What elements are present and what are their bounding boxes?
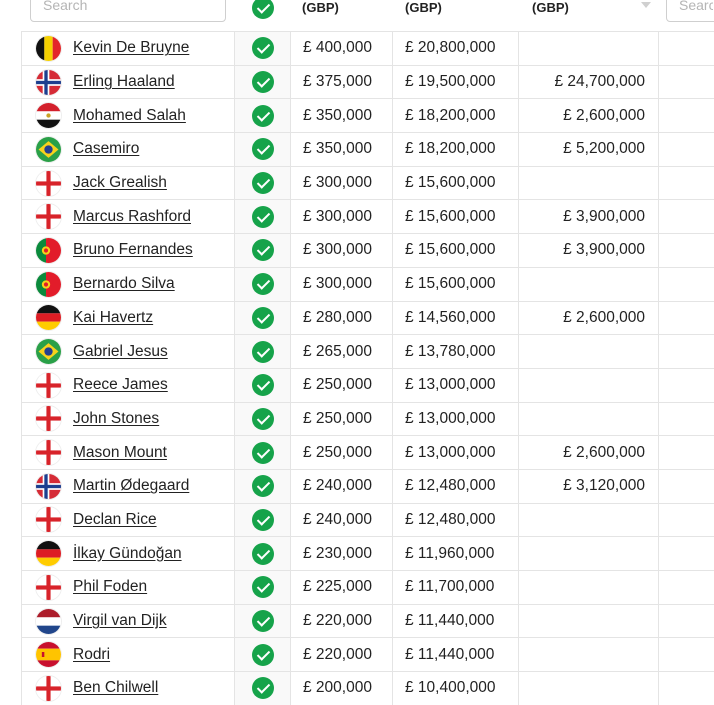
player-cell [22, 469, 235, 503]
checkmark-icon [252, 408, 274, 430]
table-row [22, 368, 714, 402]
weekly-wage-cell: £ 350,000 [291, 133, 393, 167]
player-name-link[interactable]: Kevin De Bruyne [73, 39, 189, 57]
belgium-flag-icon [36, 36, 61, 61]
bonus-cell: £ 3,120,000 [519, 469, 659, 503]
player-cell [22, 234, 235, 268]
player-name-link[interactable]: Kai Havertz [73, 309, 153, 327]
weekly-wage-cell: £ 220,000 [291, 604, 393, 638]
weekly-wage-cell: £ 375,000 [291, 65, 393, 99]
weekly-wage-cell: £ 200,000 [291, 672, 393, 705]
yearly-salary-cell: £ 15,600,000 [393, 166, 519, 200]
table-row [22, 503, 714, 537]
player-cell [22, 65, 235, 99]
table-row [22, 267, 714, 301]
yearly-salary-cell: £ 20,800,000 [393, 32, 519, 66]
egypt-flag-icon [36, 103, 61, 128]
yearly-salary-cell: £ 15,600,000 [393, 234, 519, 268]
england-flag-icon [36, 171, 61, 196]
extra-cell [659, 503, 714, 537]
checkmark-icon [252, 105, 274, 127]
player-cell [22, 604, 235, 638]
table-row [22, 166, 714, 200]
table-row [22, 571, 714, 605]
player-cell [22, 402, 235, 436]
table-row [22, 672, 714, 705]
table-row [22, 65, 714, 99]
yearly-salary-cell: £ 10,400,000 [393, 672, 519, 705]
bonus-cell [519, 368, 659, 402]
extra-cell [659, 166, 714, 200]
verified-cell [235, 301, 291, 335]
checkmark-icon [252, 239, 274, 261]
weekly-wage-cell: £ 350,000 [291, 99, 393, 133]
weekly-wage-cell: £ 300,000 [291, 166, 393, 200]
yearly-salary-cell: £ 13,000,000 [393, 436, 519, 470]
bonus-cell [519, 503, 659, 537]
yearly-salary-cell: £ 14,560,000 [393, 301, 519, 335]
yearly-salary-cell: £ 11,700,000 [393, 571, 519, 605]
verified-cell [235, 32, 291, 66]
player-cell [22, 335, 235, 369]
checkmark-icon [252, 509, 274, 531]
norway-flag-icon [36, 474, 61, 499]
player-name-link[interactable]: Mason Mount [73, 444, 167, 462]
extra-cell [659, 65, 714, 99]
bonus-cell [519, 402, 659, 436]
table-row [22, 32, 714, 66]
verified-cell [235, 503, 291, 537]
bonus-cell [519, 335, 659, 369]
checkmark-icon [252, 644, 274, 666]
checkmark-icon [252, 138, 274, 160]
table-row [22, 133, 714, 167]
yearly-salary-cell: £ 12,480,000 [393, 469, 519, 503]
verified-cell [235, 335, 291, 369]
extra-cell [659, 234, 714, 268]
column-search-input[interactable] [666, 0, 714, 22]
extra-cell [659, 368, 714, 402]
checkmark-icon [252, 206, 274, 228]
player-name-link[interactable]: Casemiro [73, 140, 139, 158]
verified-cell [235, 638, 291, 672]
table-header [0, 0, 714, 31]
checkmark-icon [252, 442, 274, 464]
bonus-cell: £ 2,600,000 [519, 436, 659, 470]
table-row [22, 604, 714, 638]
extra-cell [659, 571, 714, 605]
portugal-flag-icon [36, 238, 61, 263]
bonus-cell [519, 672, 659, 705]
bonus-cell: £ 24,700,000 [519, 65, 659, 99]
bonus-cell: £ 3,900,000 [519, 234, 659, 268]
player-cell [22, 32, 235, 66]
england-flag-icon [36, 373, 61, 398]
bonus-cell [519, 267, 659, 301]
england-flag-icon [36, 575, 61, 600]
england-flag-icon [36, 406, 61, 431]
england-flag-icon [36, 204, 61, 229]
player-search-input[interactable] [30, 0, 226, 22]
checkmark-icon [252, 374, 274, 396]
player-cell [22, 200, 235, 234]
extra-cell [659, 32, 714, 66]
sort-arrow-icon[interactable] [641, 2, 651, 8]
player-name-link[interactable]: Rodri [73, 646, 110, 664]
verified-cell [235, 672, 291, 705]
extra-cell [659, 335, 714, 369]
checkmark-icon [252, 576, 274, 598]
player-name-link[interactable]: Mohamed Salah [73, 107, 186, 125]
extra-cell [659, 99, 714, 133]
yearly-salary-cell: £ 19,500,000 [393, 65, 519, 99]
yearly-salary-cell: £ 15,600,000 [393, 267, 519, 301]
norway-flag-icon [36, 70, 61, 95]
weekly-wage-cell: £ 240,000 [291, 469, 393, 503]
weekly-wage-cell: £ 265,000 [291, 335, 393, 369]
yearly-salary-cell: £ 18,200,000 [393, 99, 519, 133]
bonus-header[interactable]: (GBP) [532, 0, 569, 15]
bonus-cell: £ 5,200,000 [519, 133, 659, 167]
yearly-salary-cell: £ 15,600,000 [393, 200, 519, 234]
verified-cell [235, 133, 291, 167]
verified-cell [235, 99, 291, 133]
verified-cell [235, 537, 291, 571]
bonus-cell: £ 3,900,000 [519, 200, 659, 234]
extra-cell [659, 469, 714, 503]
england-flag-icon [36, 440, 61, 465]
verified-cell [235, 166, 291, 200]
weekly-wage-cell: £ 300,000 [291, 267, 393, 301]
bonus-cell [519, 571, 659, 605]
weekly-wage-cell: £ 280,000 [291, 301, 393, 335]
extra-cell [659, 133, 714, 167]
player-cell [22, 638, 235, 672]
germany-flag-icon [36, 541, 61, 566]
player-name-link[interactable]: Reece James [73, 376, 168, 394]
table-row [22, 469, 714, 503]
yearly-salary-cell: £ 11,440,000 [393, 604, 519, 638]
extra-cell [659, 537, 714, 571]
bonus-cell [519, 638, 659, 672]
yearly-salary-cell: £ 18,200,000 [393, 133, 519, 167]
england-flag-icon [36, 507, 61, 532]
extra-cell [659, 267, 714, 301]
bonus-cell [519, 537, 659, 571]
verified-cell [235, 436, 291, 470]
yearly-salary-cell: £ 13,000,000 [393, 368, 519, 402]
verified-cell [235, 402, 291, 436]
extra-cell [659, 436, 714, 470]
player-cell [22, 166, 235, 200]
table-row [22, 234, 714, 268]
player-cell [22, 99, 235, 133]
weekly-wage-cell: £ 240,000 [291, 503, 393, 537]
table-row [22, 537, 714, 571]
player-name-link[interactable]: İlkay Gündoğan [73, 545, 182, 563]
spain-flag-icon [36, 642, 61, 667]
player-name-link[interactable]: Marcus Rashford [73, 208, 191, 226]
checkmark-icon [252, 71, 274, 93]
weekly-wage-cell: £ 400,000 [291, 32, 393, 66]
germany-flag-icon [36, 305, 61, 330]
brazil-flag-icon [36, 339, 61, 364]
table-row [22, 200, 714, 234]
verified-column-icon [252, 0, 274, 19]
verified-cell [235, 65, 291, 99]
extra-cell [659, 672, 714, 705]
player-name-link[interactable]: Declan Rice [73, 511, 157, 529]
yearly-salary-cell: £ 12,480,000 [393, 503, 519, 537]
weekly-wage-cell: £ 300,000 [291, 200, 393, 234]
checkmark-icon [252, 273, 274, 295]
player-cell [22, 368, 235, 402]
player-name-link[interactable]: Bruno Fernandes [73, 241, 193, 259]
table-row [22, 99, 714, 133]
checkmark-icon [252, 677, 274, 699]
player-name-link[interactable]: Phil Foden [73, 578, 147, 596]
weekly-wage-cell: £ 250,000 [291, 436, 393, 470]
table-row [22, 301, 714, 335]
verified-cell [235, 234, 291, 268]
checkmark-icon [252, 37, 274, 59]
extra-cell [659, 402, 714, 436]
table-row [22, 436, 714, 470]
weekly-wage-cell: £ 250,000 [291, 368, 393, 402]
brazil-flag-icon [36, 137, 61, 162]
weekly-wage-header[interactable]: (GBP) [302, 0, 339, 15]
netherlands-flag-icon [36, 609, 61, 634]
verified-cell [235, 368, 291, 402]
checkmark-icon [252, 610, 274, 632]
table-row [22, 402, 714, 436]
verified-cell [235, 200, 291, 234]
bonus-cell: £ 2,600,000 [519, 301, 659, 335]
player-name-link[interactable]: Gabriel Jesus [73, 343, 168, 361]
player-name-link[interactable]: Virgil van Dijk [73, 612, 167, 630]
weekly-wage-cell: £ 230,000 [291, 537, 393, 571]
player-name-link[interactable]: Martin Ødegaard [73, 477, 189, 495]
yearly-salary-cell: £ 13,780,000 [393, 335, 519, 369]
bonus-cell: £ 2,600,000 [519, 99, 659, 133]
bonus-cell [519, 166, 659, 200]
player-cell [22, 571, 235, 605]
weekly-wage-cell: £ 225,000 [291, 571, 393, 605]
yearly-salary-cell: £ 11,440,000 [393, 638, 519, 672]
bonus-cell [519, 604, 659, 638]
player-name-link[interactable]: Jack Grealish [73, 174, 167, 192]
player-cell [22, 503, 235, 537]
player-cell [22, 672, 235, 705]
bonus-cell [519, 32, 659, 66]
yearly-salary-cell: £ 13,000,000 [393, 402, 519, 436]
extra-cell [659, 200, 714, 234]
table-row [22, 335, 714, 369]
player-cell [22, 537, 235, 571]
portugal-flag-icon [36, 272, 61, 297]
weekly-wage-cell: £ 250,000 [291, 402, 393, 436]
player-name-link[interactable]: Erling Haaland [73, 73, 175, 91]
verified-cell [235, 267, 291, 301]
table-row [22, 638, 714, 672]
checkmark-icon [252, 341, 274, 363]
yearly-salary-cell: £ 11,960,000 [393, 537, 519, 571]
extra-cell [659, 638, 714, 672]
yearly-salary-header[interactable]: (GBP) [405, 0, 442, 15]
player-name-link[interactable]: John Stones [73, 410, 159, 428]
extra-cell [659, 604, 714, 638]
player-name-link[interactable]: Ben Chilwell [73, 679, 158, 697]
extra-cell [659, 301, 714, 335]
verified-cell [235, 604, 291, 638]
checkmark-icon [252, 475, 274, 497]
player-cell [22, 301, 235, 335]
left-gutter [0, 31, 21, 701]
checkmark-icon [252, 307, 274, 329]
salary-table [21, 31, 714, 705]
weekly-wage-cell: £ 300,000 [291, 234, 393, 268]
england-flag-icon [36, 676, 61, 701]
player-name-link[interactable]: Bernardo Silva [73, 275, 175, 293]
verified-cell [235, 571, 291, 605]
verified-cell [235, 469, 291, 503]
player-cell [22, 436, 235, 470]
checkmark-icon [252, 172, 274, 194]
checkmark-icon [252, 543, 274, 565]
player-cell [22, 133, 235, 167]
player-cell [22, 267, 235, 301]
weekly-wage-cell: £ 220,000 [291, 638, 393, 672]
